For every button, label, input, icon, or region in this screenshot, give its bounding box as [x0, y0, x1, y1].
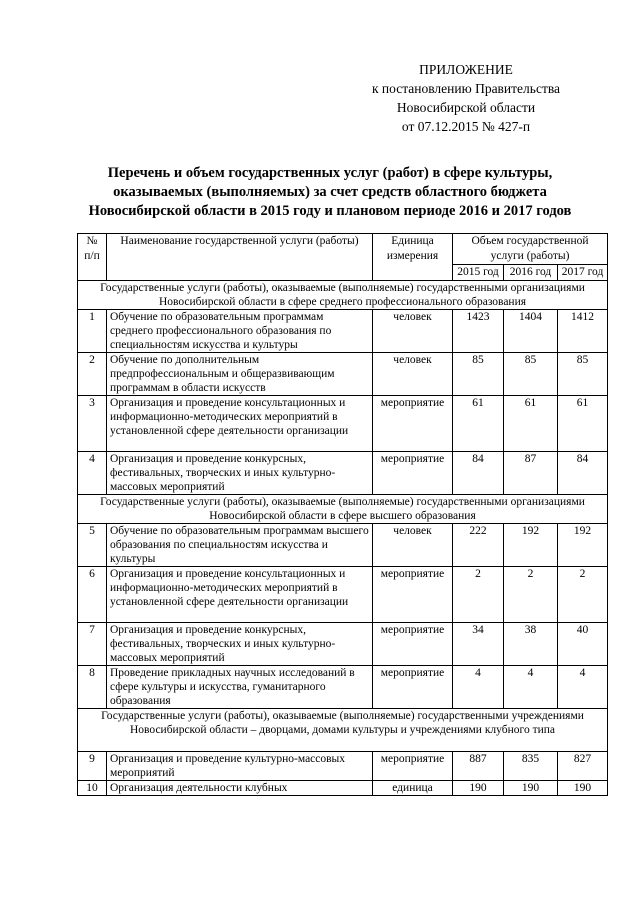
value-2016: 85	[504, 353, 558, 396]
row-number: 8	[78, 666, 107, 709]
table-row	[78, 567, 608, 623]
table-row	[78, 623, 608, 666]
header-volume: Объем государственной услуги (работы)	[453, 234, 608, 265]
title-line-1: Перечень и объем государственных услуг (работ) в сфере культуры,	[107, 165, 553, 181]
table-row	[78, 310, 608, 353]
service-name: Организация и проведение конкурсных, фестивальных, творческих и иных культурно-массовых мероприятий	[107, 452, 373, 495]
value-2016: 38	[504, 623, 558, 666]
document-title	[60, 164, 600, 221]
value-2016: 61	[504, 396, 558, 452]
table-row	[78, 524, 608, 567]
resolution-reference: к постановлению Правительства	[371, 81, 561, 96]
value-2015: 84	[453, 452, 504, 495]
value-2015: 85	[453, 353, 504, 396]
service-name: Организация деятельности клубных	[107, 781, 373, 796]
header-unit: Единица измерения	[373, 234, 453, 281]
value-2015: 222	[453, 524, 504, 567]
value-2015: 4	[453, 666, 504, 709]
unit: мероприятие	[373, 567, 453, 623]
table-row	[78, 666, 608, 709]
table-row	[78, 353, 608, 396]
row-number: 4	[78, 452, 107, 495]
service-name: Проведение прикладных научных исследований в сфере культуры и искусства, гуманитарного образования	[107, 666, 373, 709]
section-heading-higher-education: Государственные услуги (работы), оказываемые (выполняемые) государственными организациями Новосибирской области в сфере высшего образования	[78, 495, 608, 524]
service-name: Обучение по образовательным программам высшего образования по специальностям искусства и культуры	[107, 524, 373, 567]
value-2015: 34	[453, 623, 504, 666]
title-line-2: оказываемых (выполняемых) за счет средств областного бюджета	[113, 184, 547, 200]
table-row	[78, 452, 608, 495]
value-2015: 887	[453, 752, 504, 781]
appendix-label: ПРИЛОЖЕНИЕ	[419, 62, 513, 77]
value-2017: 84	[558, 452, 608, 495]
table-row	[78, 396, 608, 452]
resolution-date-number: от 07.12.2015 № 427-п	[401, 119, 531, 134]
row-number: 5	[78, 524, 107, 567]
value-2015: 190	[453, 781, 504, 796]
title-line-3: Новосибирской области в 2015 году и плановом периоде 2016 и 2017 годов	[88, 203, 572, 219]
unit: мероприятие	[373, 396, 453, 452]
value-2016: 4	[504, 666, 558, 709]
value-2016: 190	[504, 781, 558, 796]
header-year-2016: 2016 год	[504, 265, 558, 281]
services-table	[77, 233, 608, 796]
unit: мероприятие	[373, 623, 453, 666]
section-heading-secondary-education: Государственные услуги (работы), оказываемые (выполняемые) государственными организациями Новосибирской области в сфере среднего профессионального образования	[78, 281, 608, 310]
row-number: 3	[78, 396, 107, 452]
unit: человек	[373, 310, 453, 353]
value-2016: 2	[504, 567, 558, 623]
unit: мероприятие	[373, 666, 453, 709]
value-2017: 2	[558, 567, 608, 623]
value-2016: 835	[504, 752, 558, 781]
value-2016: 87	[504, 452, 558, 495]
row-number: 9	[78, 752, 107, 781]
header-year-2017: 2017 год	[558, 265, 608, 281]
section-heading-culture-houses: Государственные услуги (работы), оказываемые (выполняемые) государственными учреждениями Новосибирской области – дворцами, домами культуры и учреждениями клубного типа	[78, 709, 608, 752]
value-2017: 4	[558, 666, 608, 709]
value-2016: 192	[504, 524, 558, 567]
value-2015: 2	[453, 567, 504, 623]
unit: единица	[373, 781, 453, 796]
value-2017: 192	[558, 524, 608, 567]
table-row	[78, 781, 608, 796]
unit: человек	[373, 353, 453, 396]
service-name: Организация и проведение культурно-массовых мероприятий	[107, 752, 373, 781]
value-2017: 1412	[558, 310, 608, 353]
service-name: Обучение по образовательным программам среднего профессионального образования по специальностям искусства и культуры	[107, 310, 373, 353]
row-number: 7	[78, 623, 107, 666]
unit: мероприятие	[373, 452, 453, 495]
service-name: Организация и проведение консультационных и информационно-методических мероприятий в установленной сфере деятельности организации	[107, 567, 373, 623]
service-name: Обучение по дополнительным предпрофессиональным и общеразвивающим программам в области искусств	[107, 353, 373, 396]
value-2017: 40	[558, 623, 608, 666]
value-2015: 1423	[453, 310, 504, 353]
service-name: Организация и проведение консультационных и информационно-методических мероприятий в установленной сфере деятельности организации	[107, 396, 373, 452]
row-number: 10	[78, 781, 107, 796]
row-number: 6	[78, 567, 107, 623]
value-2015: 61	[453, 396, 504, 452]
header-service-name: Наименование государственной услуги (работы)	[107, 234, 373, 281]
appendix-header	[346, 60, 586, 136]
row-number: 1	[78, 310, 107, 353]
value-2017: 61	[558, 396, 608, 452]
unit: мероприятие	[373, 752, 453, 781]
value-2017: 190	[558, 781, 608, 796]
service-name: Организация и проведение конкурсных, фестивальных, творческих и иных культурно-массовых мероприятий	[107, 623, 373, 666]
value-2017: 827	[558, 752, 608, 781]
table-row	[78, 752, 608, 781]
header-year-2015: 2015 год	[453, 265, 504, 281]
row-number: 2	[78, 353, 107, 396]
value-2017: 85	[558, 353, 608, 396]
region-name: Новосибирской области	[396, 100, 536, 115]
unit: человек	[373, 524, 453, 567]
header-number: № п/п	[78, 234, 107, 281]
value-2016: 1404	[504, 310, 558, 353]
